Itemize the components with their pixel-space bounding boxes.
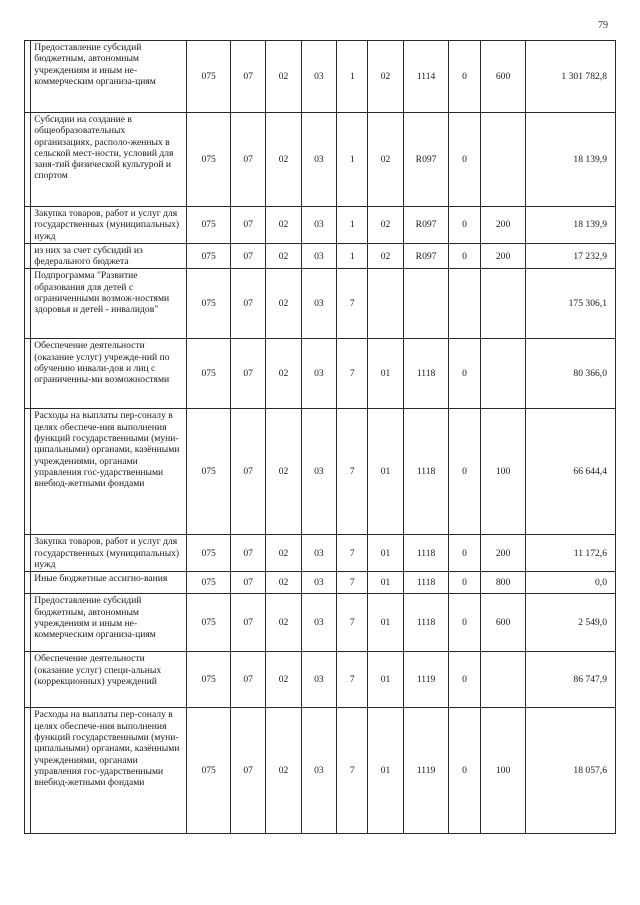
code-cell-c3: 02 <box>266 243 301 269</box>
code-cell-c5: 1 <box>337 41 368 113</box>
code-cell-c5: 7 <box>337 594 368 652</box>
code-cell-c2: 07 <box>230 207 265 244</box>
code-cell-c9: 800 <box>480 572 526 594</box>
code-cell-c6: 01 <box>368 572 403 594</box>
code-cell-c3: 02 <box>266 652 301 708</box>
code-cell-c7: 1118 <box>403 594 449 652</box>
code-cell-c4: 03 <box>301 113 336 207</box>
code-cell-c8 <box>449 269 480 339</box>
amount-cell: 18 139,9 <box>526 113 616 207</box>
row-name-cell: Иные бюджетные ассигно-вания <box>31 572 187 594</box>
code-cell-c1: 075 <box>187 243 231 269</box>
code-cell-c7: R097 <box>403 207 449 244</box>
page-number: 79 <box>598 20 608 31</box>
code-cell-c8: 0 <box>449 594 480 652</box>
row-name-cell: Предоставление субсидий бюджетным, автономным учреждениям и иным не-коммерческим организа-циям <box>31 594 187 652</box>
code-cell-c1: 075 <box>187 535 231 572</box>
budget-table <box>24 40 616 834</box>
row-name-cell: Обеспечение деятельности (оказание услуг) специ-альных (коррекционных) учреждений <box>31 652 187 708</box>
code-cell-c3: 02 <box>266 113 301 207</box>
code-cell-c5: 1 <box>337 243 368 269</box>
amount-cell: 18 139,9 <box>526 207 616 244</box>
code-cell-c8: 0 <box>449 535 480 572</box>
code-cell-c4: 03 <box>301 339 336 409</box>
table-row <box>25 113 616 207</box>
code-cell-c9 <box>480 269 526 339</box>
code-cell-c7: 1119 <box>403 708 449 834</box>
table-row <box>25 652 616 708</box>
code-cell-c6 <box>368 269 403 339</box>
code-cell-c4: 03 <box>301 708 336 834</box>
code-cell-c2: 07 <box>230 243 265 269</box>
table-row <box>25 594 616 652</box>
table-row <box>25 41 616 113</box>
code-cell-c1: 075 <box>187 207 231 244</box>
code-cell-c4: 03 <box>301 269 336 339</box>
code-cell-c2: 07 <box>230 708 265 834</box>
code-cell-c1: 075 <box>187 269 231 339</box>
table-row <box>25 535 616 572</box>
code-cell-c1: 075 <box>187 572 231 594</box>
code-cell-c3: 02 <box>266 708 301 834</box>
table-row <box>25 339 616 409</box>
code-cell-c9 <box>480 652 526 708</box>
code-cell-c4: 03 <box>301 535 336 572</box>
code-cell-c9 <box>480 113 526 207</box>
code-cell-c4: 03 <box>301 41 336 113</box>
table-row <box>25 572 616 594</box>
code-cell-c6: 01 <box>368 708 403 834</box>
code-cell-c6: 02 <box>368 113 403 207</box>
code-cell-c8: 0 <box>449 339 480 409</box>
row-name-cell: Закупка товаров, работ и услуг для государственных (муниципальных) нужд <box>31 207 187 244</box>
row-name-cell: из них за счет субсидий из федерального бюджета <box>31 243 187 269</box>
code-cell-c4: 03 <box>301 243 336 269</box>
code-cell-c1: 075 <box>187 409 231 535</box>
amount-cell: 86 747,9 <box>526 652 616 708</box>
code-cell-c1: 075 <box>187 113 231 207</box>
code-cell-c1: 075 <box>187 652 231 708</box>
code-cell-c1: 075 <box>187 708 231 834</box>
row-name-cell: Субсидии на создание в общеобразовательных организациях, располо-женных в сельской мест-ности, условий для заня-тий физической культурой и спортом <box>31 113 187 207</box>
code-cell-c8: 0 <box>449 243 480 269</box>
code-cell-c7: 1114 <box>403 41 449 113</box>
code-cell-c3: 02 <box>266 339 301 409</box>
code-cell-c2: 07 <box>230 535 265 572</box>
row-name-cell: Расходы на выплаты пер-соналу в целях обеспече-ния выполнения функций государственными (муни-ципальными) органами, казёнными учреждениями, органами управления гос-ударственными внебюд-жетными фондами <box>31 409 187 535</box>
code-cell-c6: 01 <box>368 535 403 572</box>
code-cell-c4: 03 <box>301 594 336 652</box>
table-row <box>25 243 616 269</box>
code-cell-c2: 07 <box>230 594 265 652</box>
code-cell-c7: 1118 <box>403 572 449 594</box>
code-cell-c6: 01 <box>368 339 403 409</box>
code-cell-c5: 7 <box>337 409 368 535</box>
code-cell-c4: 03 <box>301 572 336 594</box>
code-cell-c2: 07 <box>230 572 265 594</box>
code-cell-c1: 075 <box>187 339 231 409</box>
code-cell-c8: 0 <box>449 113 480 207</box>
amount-cell: 80 366,0 <box>526 339 616 409</box>
code-cell-c9: 100 <box>480 409 526 535</box>
code-cell-c8: 0 <box>449 572 480 594</box>
amount-cell: 18 057,6 <box>526 708 616 834</box>
code-cell-c5: 7 <box>337 269 368 339</box>
code-cell-c4: 03 <box>301 652 336 708</box>
code-cell-c5: 7 <box>337 572 368 594</box>
code-cell-c7: 1118 <box>403 339 449 409</box>
code-cell-c6: 01 <box>368 594 403 652</box>
code-cell-c2: 07 <box>230 41 265 113</box>
code-cell-c6: 02 <box>368 41 403 113</box>
code-cell-c9: 100 <box>480 708 526 834</box>
row-name-cell: Закупка товаров, работ и услуг для государственных (муниципальных) нужд <box>31 535 187 572</box>
code-cell-c5: 7 <box>337 339 368 409</box>
code-cell-c6: 02 <box>368 243 403 269</box>
code-cell-c6: 01 <box>368 652 403 708</box>
code-cell-c8: 0 <box>449 708 480 834</box>
code-cell-c3: 02 <box>266 409 301 535</box>
row-name-cell: Подпрограмма "Развитие образования для детей с ограниченными возмож-ностями здоровья и детей - инвалидов" <box>31 269 187 339</box>
code-cell-c5: 1 <box>337 113 368 207</box>
code-cell-c9 <box>480 339 526 409</box>
amount-cell: 1 301 782,8 <box>526 41 616 113</box>
code-cell-c9: 200 <box>480 243 526 269</box>
table-row <box>25 708 616 834</box>
code-cell-c6: 02 <box>368 207 403 244</box>
amount-cell: 175 306,1 <box>526 269 616 339</box>
code-cell-c9: 200 <box>480 207 526 244</box>
code-cell-c1: 075 <box>187 594 231 652</box>
table-row <box>25 409 616 535</box>
code-cell-c8: 0 <box>449 409 480 535</box>
code-cell-c8: 0 <box>449 652 480 708</box>
code-cell-c3: 02 <box>266 572 301 594</box>
code-cell-c2: 07 <box>230 113 265 207</box>
amount-cell: 66 644,4 <box>526 409 616 535</box>
code-cell-c7: 1118 <box>403 535 449 572</box>
row-name-cell: Обеспечение деятельности (оказание услуг) учрежде-ний по обучению инвали-дов и лиц с ограниченны-ми возможностями <box>31 339 187 409</box>
code-cell-c2: 07 <box>230 269 265 339</box>
code-cell-c3: 02 <box>266 41 301 113</box>
code-cell-c2: 07 <box>230 409 265 535</box>
amount-cell: 0,0 <box>526 572 616 594</box>
code-cell-c1: 075 <box>187 41 231 113</box>
code-cell-c5: 7 <box>337 535 368 572</box>
code-cell-c4: 03 <box>301 207 336 244</box>
code-cell-c3: 02 <box>266 269 301 339</box>
code-cell-c9: 600 <box>480 41 526 113</box>
table-row <box>25 269 616 339</box>
amount-cell: 11 172,6 <box>526 535 616 572</box>
amount-cell: 2 549,0 <box>526 594 616 652</box>
code-cell-c9: 200 <box>480 535 526 572</box>
code-cell-c4: 03 <box>301 409 336 535</box>
code-cell-c7: R097 <box>403 113 449 207</box>
code-cell-c3: 02 <box>266 535 301 572</box>
code-cell-c9: 600 <box>480 594 526 652</box>
code-cell-c7: R097 <box>403 243 449 269</box>
code-cell-c8: 0 <box>449 207 480 244</box>
code-cell-c5: 7 <box>337 708 368 834</box>
code-cell-c3: 02 <box>266 594 301 652</box>
code-cell-c5: 1 <box>337 207 368 244</box>
code-cell-c7: 1118 <box>403 409 449 535</box>
code-cell-c2: 07 <box>230 339 265 409</box>
amount-cell: 17 232,9 <box>526 243 616 269</box>
code-cell-c7 <box>403 269 449 339</box>
code-cell-c2: 07 <box>230 652 265 708</box>
row-name-cell: Расходы на выплаты пер-соналу в целях обеспече-ния выполнения функций государственными (муни-ципальными) органами, казёнными учреждениями, органами управления гос-ударственными внебюд-жетными фондами <box>31 708 187 834</box>
code-cell-c6: 01 <box>368 409 403 535</box>
code-cell-c7: 1119 <box>403 652 449 708</box>
code-cell-c8: 0 <box>449 41 480 113</box>
table-row <box>25 207 616 244</box>
code-cell-c5: 7 <box>337 652 368 708</box>
row-name-cell: Предоставление субсидий бюджетным, автономным учреждениям и иным не-коммерческим организа-циям <box>31 41 187 113</box>
code-cell-c3: 02 <box>266 207 301 244</box>
